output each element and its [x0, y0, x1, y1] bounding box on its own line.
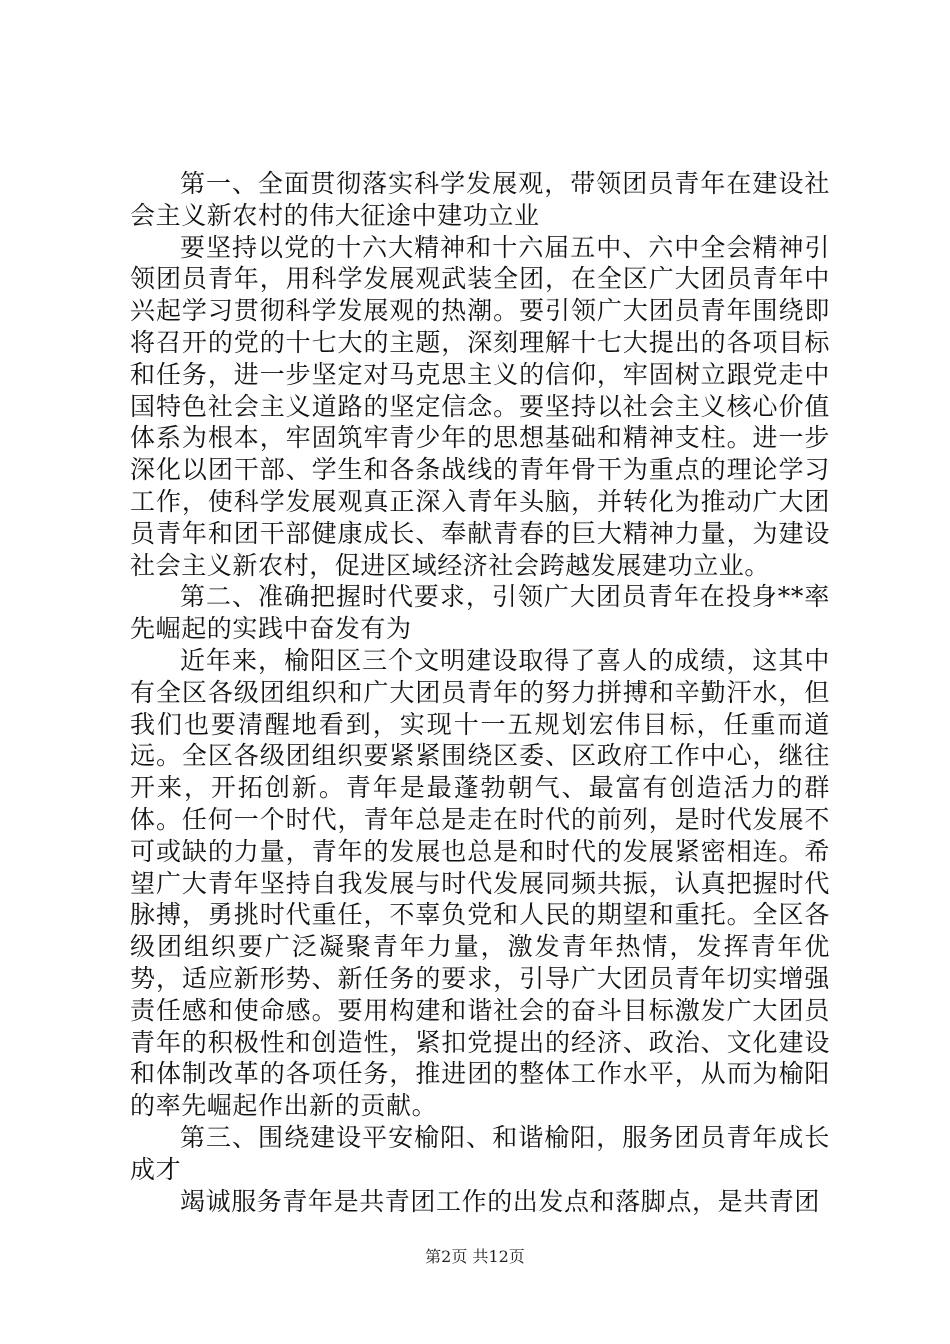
heading-3: 第三、围绕建设平安榆阳、和谐榆阳，服务团员青年成长成才 [130, 1122, 830, 1184]
heading-1: 第一、全面贯彻落实科学发展观，带领团员青年在建设社会主义新农村的伟大征途中建功立业 [130, 169, 830, 230]
page-footer: 第2页 共12页 [425, 1247, 525, 1266]
heading-2: 第二、准确把握时代要求，引领广大团员青年在投身**率先崛起的实践中奋发有为 [130, 582, 830, 644]
body-text [130, 168, 830, 1217]
paragraph-1: 要坚持以党的十六大精神和十六届五中、六中全会精神引领团员青年，用科学发展观武装全团，在全区广大团员青年中兴起学习贯彻科学发展观的热潮。要引领广大团员青年围绕即将召开的党的十七大的主题，深刻理解十七大提出的各项目标和任务，进一步坚定对马克思主义的信仰，牢固树立跟党走中国特色社会主义道路的坚定信念。要坚持以社会主义核心价值体系为根本，牢固筑牢青少年的思想基础和精神支柱。进一步深化以团干部、学生和各条战线的青年骨干为重点的理论学习工作，使科学发展观真正深入青年头脑，并转化为推动广大团员青年和团干部健康成长、奉献青春的巨大精神力量，为建设社会主义新农村，促进区域经济社会跨越发展建功立业。 [130, 232, 830, 580]
paragraph-2: 近年来，榆阳区三个文明建设取得了喜人的成绩，这其中有全区各级团组织和广大团员青年的努力拼搏和辛勤汗水，但我们也要清醒地看到，实现十一五规划宏伟目标，任重而道远。全区各级团组织要紧紧围绕区委、区政府工作中心，继往开来，开拓创新。青年是最蓬勃朝气、最富有创造活力的群体。任何一个时代，青年总是走在时代的前列，是时代发展不可或缺的力量，青年的发展也总是和时代的发展紧密相连。希望广大青年坚持自我发展与时代发展同频共振，认真把握时代脉搏，勇挑时代重任，不辜负党和人民的期望和重托。全区各级团组织要广泛凝聚青年力量，激发青年热情，发挥青年优势，适应新形势、新任务的要求，引导广大团员青年切实增强责任感和使命感。要用构建和谐社会的奋斗目标激发广大团员青年的积极性和创造性，紧扣党提出的经济、政治、文化建设和体制改革的各项任务，推进团的整体工作水平，从而为榆阳的率先崛起作出新的贡献。 [130, 645, 830, 1121]
paragraph-3: 竭诚服务青年是共青团工作的出发点和落脚点，是共青团 [180, 1186, 821, 1216]
